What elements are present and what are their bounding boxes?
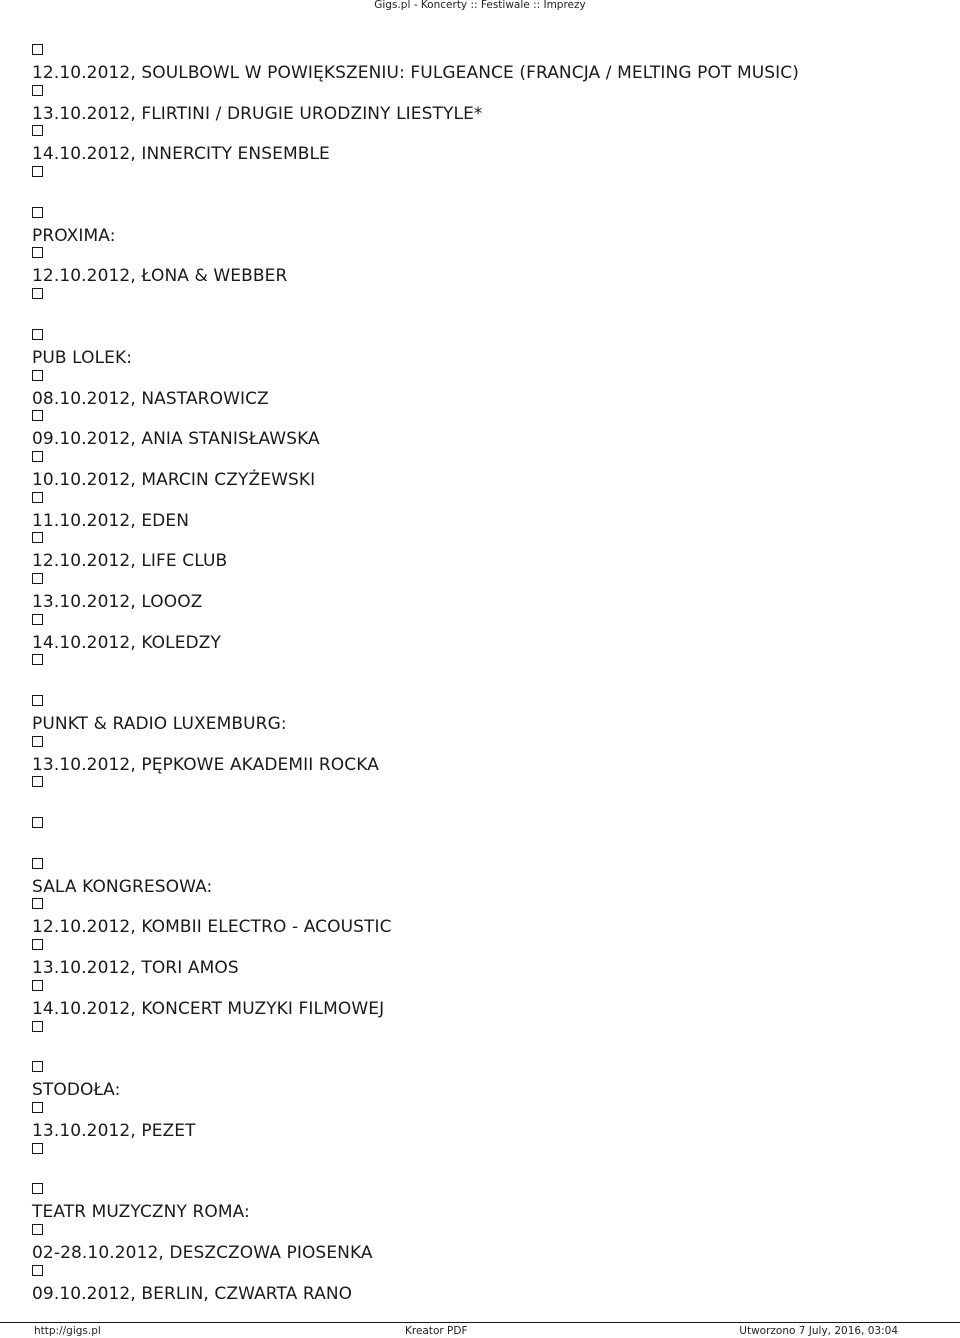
checkbox-icon — [32, 1102, 43, 1113]
list-item-text: 14.10.2012, KONCERT MUZYKI FILMOWEJ — [32, 998, 385, 1019]
list-item — [32, 937, 932, 978]
list-item — [32, 734, 932, 775]
list-item — [32, 286, 932, 327]
venue-heading: PUB LOLEK: — [32, 347, 133, 368]
list-item — [32, 1059, 932, 1100]
list-item — [32, 205, 932, 246]
list-item-text: 10.10.2012, MARCIN CZYŻEWSKI — [32, 469, 316, 490]
list-item-text: 12.10.2012, ŁONA & WEBBER — [32, 266, 288, 287]
list-item — [32, 1100, 932, 1141]
list-item-text: 12.10.2012, KOMBII ELECTRO - ACOUSTIC — [32, 917, 392, 938]
checkbox-icon — [32, 492, 43, 503]
checkbox-icon — [32, 329, 43, 340]
venue-heading: PUNKT & RADIO LUXEMBURG: — [32, 714, 287, 734]
checkbox-icon — [32, 410, 43, 421]
checkbox-icon — [32, 451, 43, 462]
event-list — [32, 42, 932, 1303]
list-item-text: 13.10.2012, TORI AMOS — [32, 958, 239, 979]
checkbox-icon — [32, 1143, 43, 1154]
list-item — [32, 815, 932, 856]
checkbox-icon — [32, 247, 43, 258]
page-footer — [0, 1322, 960, 1338]
list-item — [32, 571, 932, 612]
list-item-text: 14.10.2012, KOLEDZY — [32, 632, 221, 653]
checkbox-icon — [32, 1061, 43, 1072]
checkbox-icon — [32, 1224, 43, 1235]
list-item-text: 14.10.2012, INNERCITY ENSEMBLE — [32, 144, 330, 165]
checkbox-icon — [32, 532, 43, 543]
list-item-text: 13.10.2012, PĘPKOWE AKADEMII ROCKA — [32, 754, 379, 775]
list-item-text: 02-28.10.2012, DESZCZOWA PIOSENKA — [32, 1242, 373, 1263]
checkbox-icon — [32, 858, 43, 869]
list-item — [32, 1222, 932, 1263]
list-item — [32, 490, 932, 531]
list-item — [32, 856, 932, 897]
list-item — [32, 368, 932, 409]
list-item-text: 09.10.2012, BERLIN, CZWARTA RANO — [32, 1283, 353, 1304]
list-item — [32, 1141, 932, 1182]
list-item — [32, 408, 932, 449]
list-item — [32, 978, 932, 1019]
list-item — [32, 1181, 932, 1222]
list-item — [32, 693, 932, 734]
header-title: Gigs.pl - Koncerty :: Festiwale :: Imprezy — [374, 0, 586, 11]
list-item — [32, 896, 932, 937]
checkbox-icon — [32, 370, 43, 381]
list-item — [32, 612, 932, 653]
checkbox-icon — [32, 695, 43, 706]
checkbox-icon — [32, 776, 43, 787]
checkbox-icon — [32, 207, 43, 218]
checkbox-icon — [32, 939, 43, 950]
footer-created-date: Utworzono 7 July, 2016, 03:04 — [739, 1325, 898, 1337]
checkbox-icon — [32, 166, 43, 177]
checkbox-icon — [32, 654, 43, 665]
venue-heading: SALA KONGRESOWA: — [32, 876, 213, 897]
checkbox-icon — [32, 125, 43, 136]
checkbox-icon — [32, 817, 43, 828]
checkbox-icon — [32, 980, 43, 991]
list-item — [32, 83, 932, 124]
checkbox-icon — [32, 614, 43, 625]
list-item — [32, 449, 932, 490]
list-item — [32, 530, 932, 571]
list-item-text: 12.10.2012, LIFE CLUB — [32, 551, 228, 572]
list-item — [32, 1019, 932, 1060]
list-item — [32, 164, 932, 205]
page-header — [0, 0, 960, 12]
list-item-text: 11.10.2012, EDEN — [32, 510, 190, 531]
list-item — [32, 123, 932, 164]
list-item — [32, 42, 932, 83]
venue-heading: STODOŁA: — [32, 1080, 121, 1101]
list-item-text: 13.10.2012, PEZET — [32, 1120, 196, 1141]
checkbox-icon — [32, 1183, 43, 1194]
checkbox-icon — [32, 44, 43, 55]
list-item-text: 13.10.2012, FLIRTINI / DRUGIE URODZINY LIESTYLE* — [32, 103, 483, 124]
venue-heading: PROXIMA: — [32, 225, 116, 246]
list-item — [32, 245, 932, 286]
list-item-text: 08.10.2012, NASTAROWICZ — [32, 388, 269, 409]
list-item-text: 13.10.2012, LOOOZ — [32, 591, 203, 612]
list-item-text: 09.10.2012, ANIA STANISŁAWSKA — [32, 429, 320, 450]
checkbox-icon — [32, 736, 43, 747]
checkbox-icon — [32, 85, 43, 96]
checkbox-icon — [32, 573, 43, 584]
list-item — [32, 774, 932, 815]
list-item — [32, 1263, 932, 1304]
checkbox-icon — [32, 288, 43, 299]
checkbox-icon — [32, 1265, 43, 1276]
list-item — [32, 327, 932, 368]
checkbox-icon — [32, 898, 43, 909]
footer-generator: Kreator PDF — [405, 1325, 468, 1337]
venue-heading: TEATR MUZYCZNY ROMA: — [32, 1202, 250, 1223]
footer-url: http://gigs.pl — [34, 1325, 101, 1337]
list-item-text: 12.10.2012, SOULBOWL W POWIĘKSZENIU: FULGEANCE (FRANCJA / MELTING POT MUSIC) — [32, 63, 799, 83]
list-item — [32, 652, 932, 693]
checkbox-icon — [32, 1021, 43, 1032]
